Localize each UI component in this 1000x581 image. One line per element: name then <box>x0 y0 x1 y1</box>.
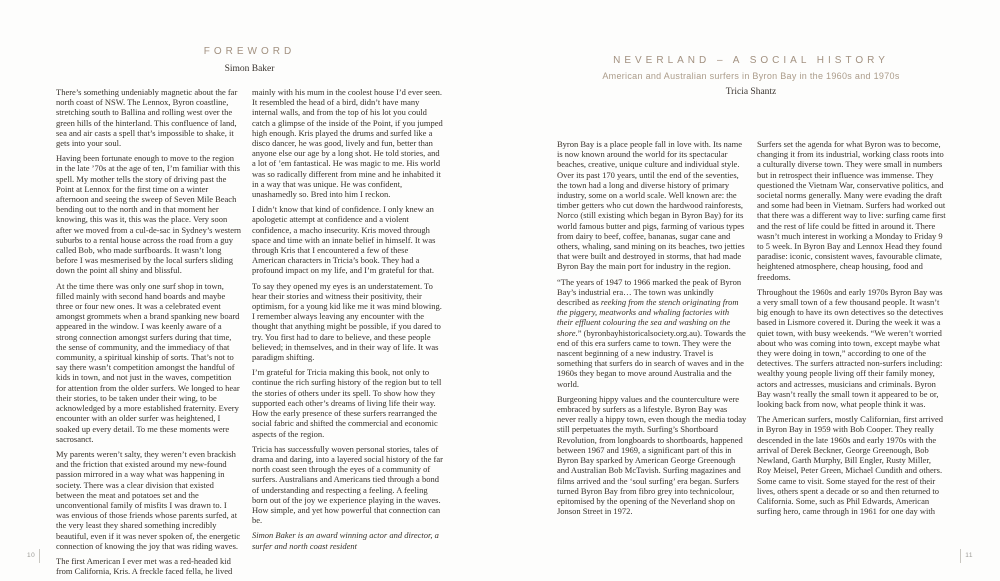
quote-roman: ” (byronbayhistoricalsociety.org.au). Towards the end of this era surfers came to town. They were the nascent beginning of a new industry. Travel is something that surfers do in search of waves and in the 1960s they began to move around Australia and the world. <box>557 327 746 389</box>
paragraph: The first American I ever met was a red-headed kid from California, Kris. A freckle faced fella, he lived <box>56 555 233 577</box>
paragraph: At the time there was only one surf shop in town, filled mainly with second hand boards and maybe three or four new ones. It was a celebrated event amongst grommets when a brand spanking new board appeared in the window. I was keenly aware of a strong connection amongst surfers during that time, the sense of community, and the immediacy of that community, a spiritual kinship of sorts. That’s not to say there wasn’t competition amongst the handful of kids in town, and not just in the waves, competition for attention from the older surfers. We longed to hear their stories, to be taken under their wing, to be acknowledged by a more established fraternity. Every encounter with an older surfer was heightened, I soaked up every detail. To me these moments were sacrosanct. <box>56 280 240 444</box>
left-page-column-2 <box>252 87 443 551</box>
paragraph: Throughout the 1960s and early 1970s Byron Bay was a very small town of a few thousand people. It wasn’t big enough to have its own detectives so the detectives based in Lismore covered it. During the week it was a quiet town, with busy weekends. “We weren’t worried about who was coming into town, except maybe what they were doing in town,” according to one of the detectives. The surfers attracted non-surfers including: wealthy young people living off their family money, actors and actresses, musicians and criminals. Byron Bay wasn’t really the small town it appeared to be or, looking back from now, what people think it was. <box>757 286 944 410</box>
paragraph: To say they opened my eyes is an understatement. To hear their stories and witness their positivity, their optimism, for a young kid like me it was mind blowing. I remember always leaving any encounter with the thought that anything might be possible, if you dared to try. You first had to dare to believe, and these people believed; in themselves, and in their way of life. It was paradigm shifting. <box>252 280 442 363</box>
paragraph: mainly with his mum in the coolest house I’d ever seen. It resembled the head of a bird, didn’t have many internal walls, and from the top of his lot you could catch a glimpse of the inside of the Point, if you jumped high enough. Kris played the drums and surfed like a disco dancer, he was good, lively and fun, better than anyone else our age by a long shot. He told stories, and a lot of ’em fantastical. He was magic to me. His world was so radically different from mine and he inhabited it in a way that was unique. He was confident, unashamedly so. Bred into him I reckon. <box>252 87 443 200</box>
paragraph: Surfers set the agenda for what Byron was to become, changing it from its industrial, working class roots into a culturally diverse town. They were small in numbers but in retrospect their influence was immense. They questioned the Vietnam War, conservative politics, and societal norms generally. Many were evading the draft and some had been in Vietnam. Surfers had worked out that there was a different way to live: surfing came first and the rest of life could be fitted in around it. There wasn’t much interest in working a Monday to Friday 9 to 5 week. In Byron Bay and Lennox Head they found paradise: iconic, consistent waves, favourable climate, heightened atmosphere, cheap housing, food and freedoms. <box>757 139 946 282</box>
right-page-folio <box>960 548 973 563</box>
paragraph: There’s something undeniably magnetic about the far north coast of NSW. The Lennox, Byron coastline, stretching south to Ballina and rolling west over the green hills of the hinterland. This confluence of land, sea and air casts a spell that’s impossible to shake, it gets into your soul. <box>56 87 238 149</box>
page-number: 10 <box>27 552 36 559</box>
paragraph: Having been fortunate enough to move to the region in the late ’70s at the age of ten, I’m familiar with this spell. My mother tells the story of driving past the Point at Lennox for the first time on a winter afternoon and seeing the sweep of Seven Mile Beach bending out to the north and in that moment her knowing, this was it, this was the place. Very soon after we moved from a cul-de-sac in Sydney’s western suburbs to a rental house across the road from a guy called Bob, who made surfboards. It wasn’t long before I was mesmerised by the local surfers sliding down the point all shiny and blissful. <box>56 153 242 276</box>
paragraph: I didn’t know that kind of confidence. I only knew an apologetic attempt at confidence and a violent confidence, a macho insecurity. Kris moved through space and time with an innate belief in himself. It was through Kris that I encountered a few of these American characters in Tricia’s book. They had a profound impact on my life, and I’m grateful for that. <box>252 204 436 276</box>
page-number: 11 <box>965 552 973 559</box>
paragraph: Byron Bay is a place people fall in love with. Its name is now known around the world for its spectacular beaches, creative, unique culture and individual style. Over its past 170 years, until the end of the seventies, the town had a long and diverse history of primary industry, some on a world scale. Well known are: the timber getters who cut down the hardwood rainforests, Norco (still existing which began in Byron Bay) for its world famous butter and pigs, farming of various types from dairy to beef, coffee, bananas, sugar cane and others, whaling, sand mining on its beaches, two jetties that were built and destroyed in storms, that had made Byron Bay the main port for industry in the region. <box>557 139 745 272</box>
left-page-column-1 <box>56 87 242 576</box>
paragraph: Tricia has successfully woven personal stories, tales of drama and daring, into a layered social history of the far north coast seen through the eyes of a community of surfers. Australians and Americans tied through a bond of understanding and respecting a feeling. A feeling born out of the joy we experience playing in the waves. How simple, and yet how powerful that connection can be. <box>252 443 443 526</box>
quote-roman: “The years of 1947 to 1966 marked the peak of Byron Bay’s industrial era… The town was unkindly described as <box>557 276 742 308</box>
folio-rule <box>960 549 961 563</box>
author-bio: Simon Baker is an award winning actor and director, a surfer and north coast resident <box>252 530 439 551</box>
foreword-title: FOREWORD <box>203 46 296 57</box>
left-page-folio <box>27 548 40 563</box>
chapter-subtitle: American and Australian surfers in Byron Bay in the 1960s and 1970s <box>602 71 900 81</box>
paragraph: My parents weren’t salty, they weren’t even brackish and the friction that existed around my new-found passion mirrored in a way what was happening in society. There was a clear division that existed between the meat and potatoes set and the unconventional family of misfits I was drawn to. I was envious of those friends whose parents surfed, at the very least they shared something incredibly beautiful, even if it was never spoken of, the energetic connection of knowing the joy that was riding waves. <box>56 448 241 551</box>
paragraph: Burgeoning hippy values and the counterculture were embraced by surfers as a lifestyle. Byron Bay was never really a hippy town, even though the media today still perpetuates the myth. Surfing’s Shortboard Revolution, from longboards to shortboards, happened between 1967 and 1969, a significant part of this in Byron Bay sparked by American George Greenough and Australian Bob McTavish. Surfing magazines and films arrived and the ‘soul surfing’ era began. Surfers turned Byron Bay from fibro grey into technicolour, epitomised by the opening of the Neverland shop on Jonson Street in 1972. <box>557 393 747 517</box>
folio-rule <box>39 549 40 563</box>
chapter-author: Tricia Shantz <box>725 87 777 97</box>
right-page-column-2 <box>757 139 947 516</box>
foreword-author: Simon Baker <box>224 64 275 74</box>
right-page-column-1 <box>557 139 747 516</box>
chapter-title: NEVERLAND – A SOCIAL HISTORY <box>613 55 889 66</box>
paragraph: The American surfers, mostly Californian, first arrived in Byron Bay in 1959 with Bob Cooper. They really descended in the late 1960s and early 1970s with the arrival of Derek Beckner, George Greenough, Bob Newland, Garth Murphy, Bill Engler, Rusty Miller, Roy Meisel, Peter Green, Michael Cundith and others. Some came to visit. Some stayed for the rest of their lives, others spent a decade or so and then returned to California. Some, such as Phil Edwards, American surfing hero, came through in 1961 for one day with <box>757 414 943 517</box>
quote-italic: reeking from the stench originating from the piggery, meatworks and whaling factories with their effluent colouring the sea and washing on the shore. <box>557 297 739 338</box>
paragraph-with-quote <box>557 277 747 389</box>
paragraph: I’m grateful for Tricia making this book, not only to continue the rich surfing history of the region but to tell the stories of others under its spell. To show how they supported each other’s dreams of living life their way. How the early presence of these surfers rearranged the social fabric and shifted the commercial and economic aspects of the region. <box>252 367 442 439</box>
